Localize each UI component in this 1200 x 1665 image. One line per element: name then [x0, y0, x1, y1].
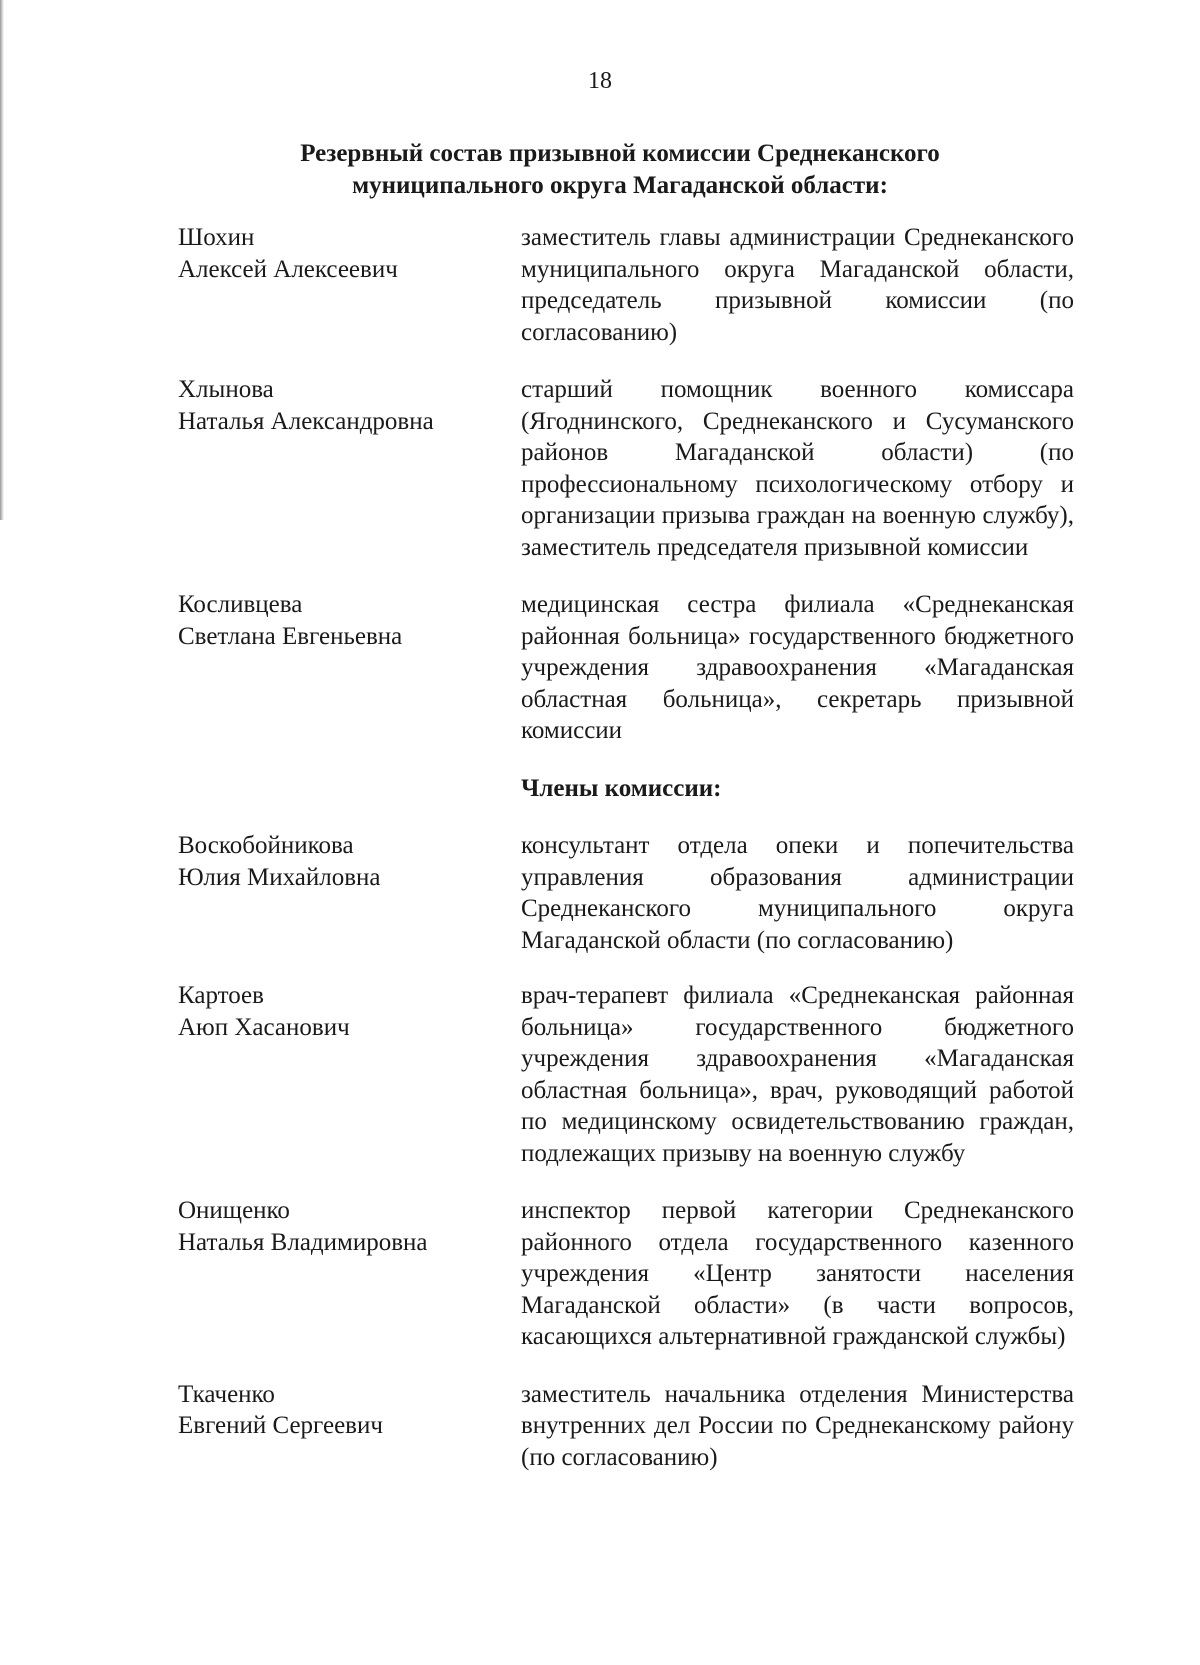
member-entry-secretary — [178, 589, 1074, 747]
member-role: врач-терапевт филиала «Среднеканская районная больница» государственного бюджетного учреждения здравоохранения «Магаданская областная больница», врач, руководящий работой по медицинскому освидетельствованию граждан, подлежащих призыву на военную службу — [521, 982, 1074, 1167]
member-given-names: Евгений Сергеевич — [178, 1412, 383, 1439]
member-entry — [178, 830, 1074, 956]
member-role: старший помощник военного комиссара (Ягоднинского, Среднеканского и Сусуманского районов Магаданской области) (по профессиональному психологическому отбору и организации призыва граждан на военную службу), заместитель председателя призывной комиссии — [521, 376, 1074, 561]
member-entry-deputy-chairman — [178, 374, 1074, 563]
member-given-names: Наталья Александровна — [178, 407, 434, 435]
member-given-names: Юлия Михайловна — [178, 863, 381, 891]
member-name — [178, 830, 521, 956]
member-name — [178, 980, 521, 1169]
member-role: медицинская сестра филиала «Среднеканская районная больница» государственного бюджетного учреждения здравоохранения «Магаданская областная больница», секретарь призывной комиссии — [521, 591, 1074, 744]
member-name — [178, 589, 521, 747]
document-title-line-1: Резервный состав призывной комиссии Среднеканского — [300, 140, 940, 167]
commission-list — [178, 222, 1074, 1473]
member-given-names: Светлана Евгеньевна — [178, 622, 403, 650]
member-role: заместитель начальника отделения Министерства внутренних дел России по Среднеканскому району (по согласованию) — [521, 1380, 1074, 1471]
member-role: заместитель главы администрации Среднеканского муниципального округа Магаданской области, председатель призывной комиссии (по согласованию) — [521, 224, 1074, 346]
member-entry-chairman — [178, 222, 1074, 348]
member-surname: Косливцева — [178, 591, 303, 618]
members-heading: Члены комиссии: — [521, 774, 722, 802]
member-surname: Воскобойникова — [178, 832, 354, 859]
member-name — [178, 1379, 521, 1474]
member-role: консультант отдела опеки и попечительства управления образования администрации Среднеканского муниципального округа Магаданской области (по согласованию) — [521, 832, 1074, 954]
member-surname: Онищенко — [178, 1197, 290, 1224]
member-given-names: Наталья Владимировна — [178, 1228, 428, 1256]
member-entry — [178, 1195, 1074, 1353]
page-number: 18 — [588, 68, 612, 94]
document-title — [230, 138, 1010, 202]
member-name — [178, 222, 521, 348]
member-entry — [178, 1379, 1074, 1474]
member-surname: Шохин — [178, 224, 255, 251]
member-surname: Картоев — [178, 982, 264, 1009]
member-name — [178, 374, 521, 563]
member-surname: Хлынова — [178, 376, 274, 403]
member-given-names: Алексей Алексеевич — [178, 255, 398, 283]
member-given-names: Аюп Хасанович — [178, 1013, 350, 1041]
member-name — [178, 1195, 521, 1353]
member-role: инспектор первой категории Среднеканского районного отдела государственного казенного учреждения «Центр занятости населения Магаданской области» (в части вопросов, касающихся альтернативной гражданской службы) — [521, 1197, 1074, 1350]
member-surname: Ткаченко — [178, 1380, 275, 1408]
document-title-line-2: муниципального округа Магаданской области: — [352, 172, 888, 199]
member-entry — [178, 980, 1074, 1169]
